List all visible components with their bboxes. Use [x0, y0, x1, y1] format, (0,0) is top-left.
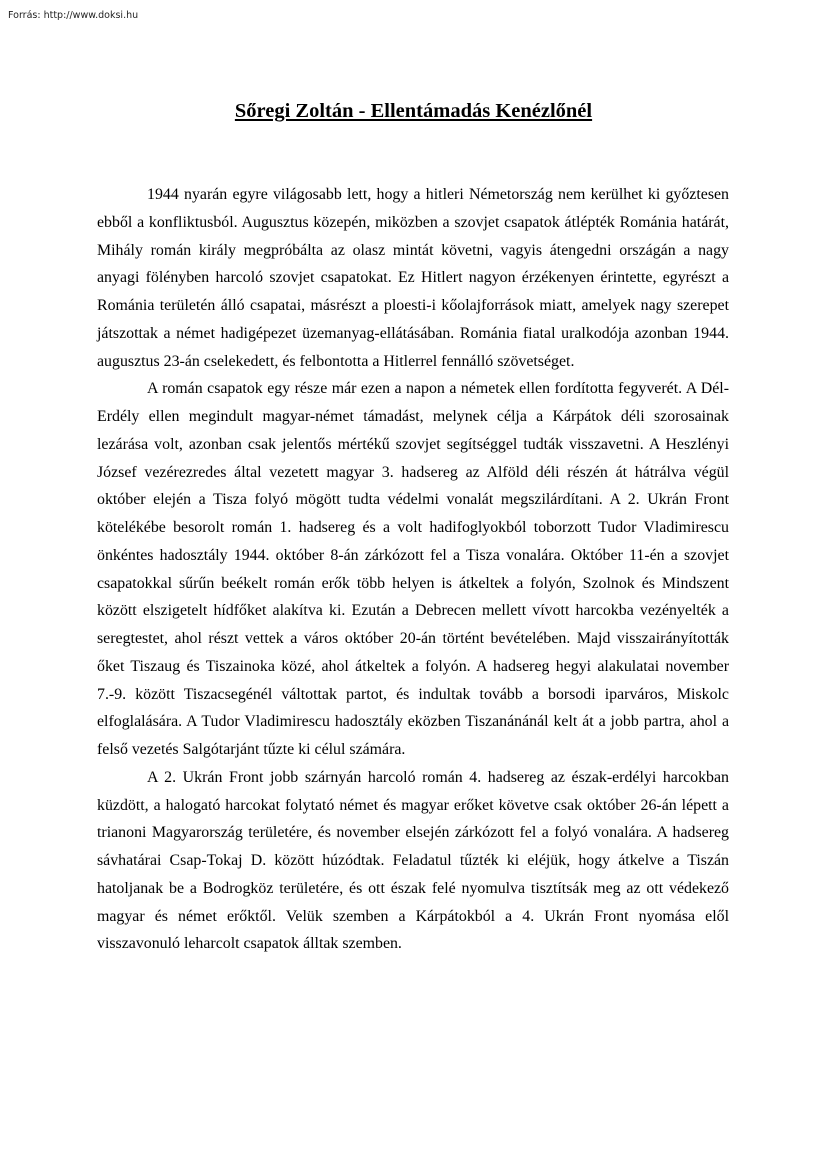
paragraph-2: A román csapatok egy része már ezen a napon a németek ellen fordította fegyverét. A Dél- Erdély ellen megindult magyar-német támadást, melynek célja a Kárpátok déli szorosainak lezárása volt, azonban csak jelentős mértékű szovjet segítséggel tudták visszavetni. A Heszlényi József vezérezredes által vezetett magyar 3. hadsereg az Alföld déli részén át hátrálva végül október elején a Tisza folyó mögött tudta védelmi vonalát megszilárdítani. A 2. Ukrán Front kötelékébe besorolt román 1. hadsereg és a volt hadifoglyokból toborzott Tudor Vladimirescu önkéntes hadosztály 1944. október 8-án zárkózott fel a Tisza vonalára. Október 11-én a szovjet csapatokkal sűrűn beékelt román erők több helyen is átkeltek a folyón, Szolnok és Mindszent között elszigetelt hídfőket alakítva ki. Ezután a Debrecen mellett vívott harcokba vezényelték a seregtestet, ahol részt vettek a város október 20-án történt bevételében. Majd visszairányították őket Tiszaug és Tiszainoka közé, ahol átkeltek a folyón. A hadsereg hegyi alakulatai november 7.-9. között Tiszacsegénél váltottak partot, és indultak tovább a borsodi iparváros, Miskolc elfoglalására. A Tudor Vladimirescu hadosztály eközben Tiszanánánál kelt át a jobb partra, ahol a felső vezetés Salgótarjánt tűzte ki célul számára.: [97, 380, 729, 758]
source-line: Forrás: http://www.doksi.hu: [8, 10, 139, 21]
document-title: Sőregi Zoltán - Ellentámadás Kenézlőnél: [234, 100, 593, 122]
paragraph-1: 1944 nyarán egyre világosabb lett, hogy a hitleri Németország nem kerülhet ki győztesen ebből a konfliktusból. Augusztus közepén, miközben a szovjet csapatok átlépték Románia határát, Mihály román király megpróbálta az olasz mintát követni, vagyis átengedni országán a nagy anyagi fölényben harcoló szovjet csapatokat. Ez Hitlert nagyon érzékenyen érintette, egyrészt a Románia területén álló csapatai, másrészt a ploesti-i kőolajforrások miatt, amelyek nagy szerepet játszottak a német hadigépezet üzemanyag-ellátásában. Románia fiatal uralkodója azonban 1944. augusztus 23-án cselekedett, és felbontotta a Hitlerrel fennálló szövetséget.: [97, 186, 729, 370]
paragraph-3: A 2. Ukrán Front jobb szárnyán harcoló román 4. hadsereg az észak-erdélyi harcokban küzdött, a halogató harcokat folytató német és magyar erőket követve csak október 26-án lépett a trianoni Magyarország területére, és november elsején zárkózott fel a folyó vonalára. A hadsereg sávhatárai Csap-Tokaj D. között húzódtak. Feladatul tűzték ki eléjük, hogy átkelve a Tiszán hatoljanak be a Bodrogköz területére, és ott észak felé nyomulva tisztítsák meg az ott védekező magyar és német erőktől. Velük szemben a Kárpátokból a 4. Ukrán Front nyomása elől visszavonuló leharcolt csapatok álltak szemben.: [97, 768, 729, 953]
document-body: [97, 181, 729, 958]
